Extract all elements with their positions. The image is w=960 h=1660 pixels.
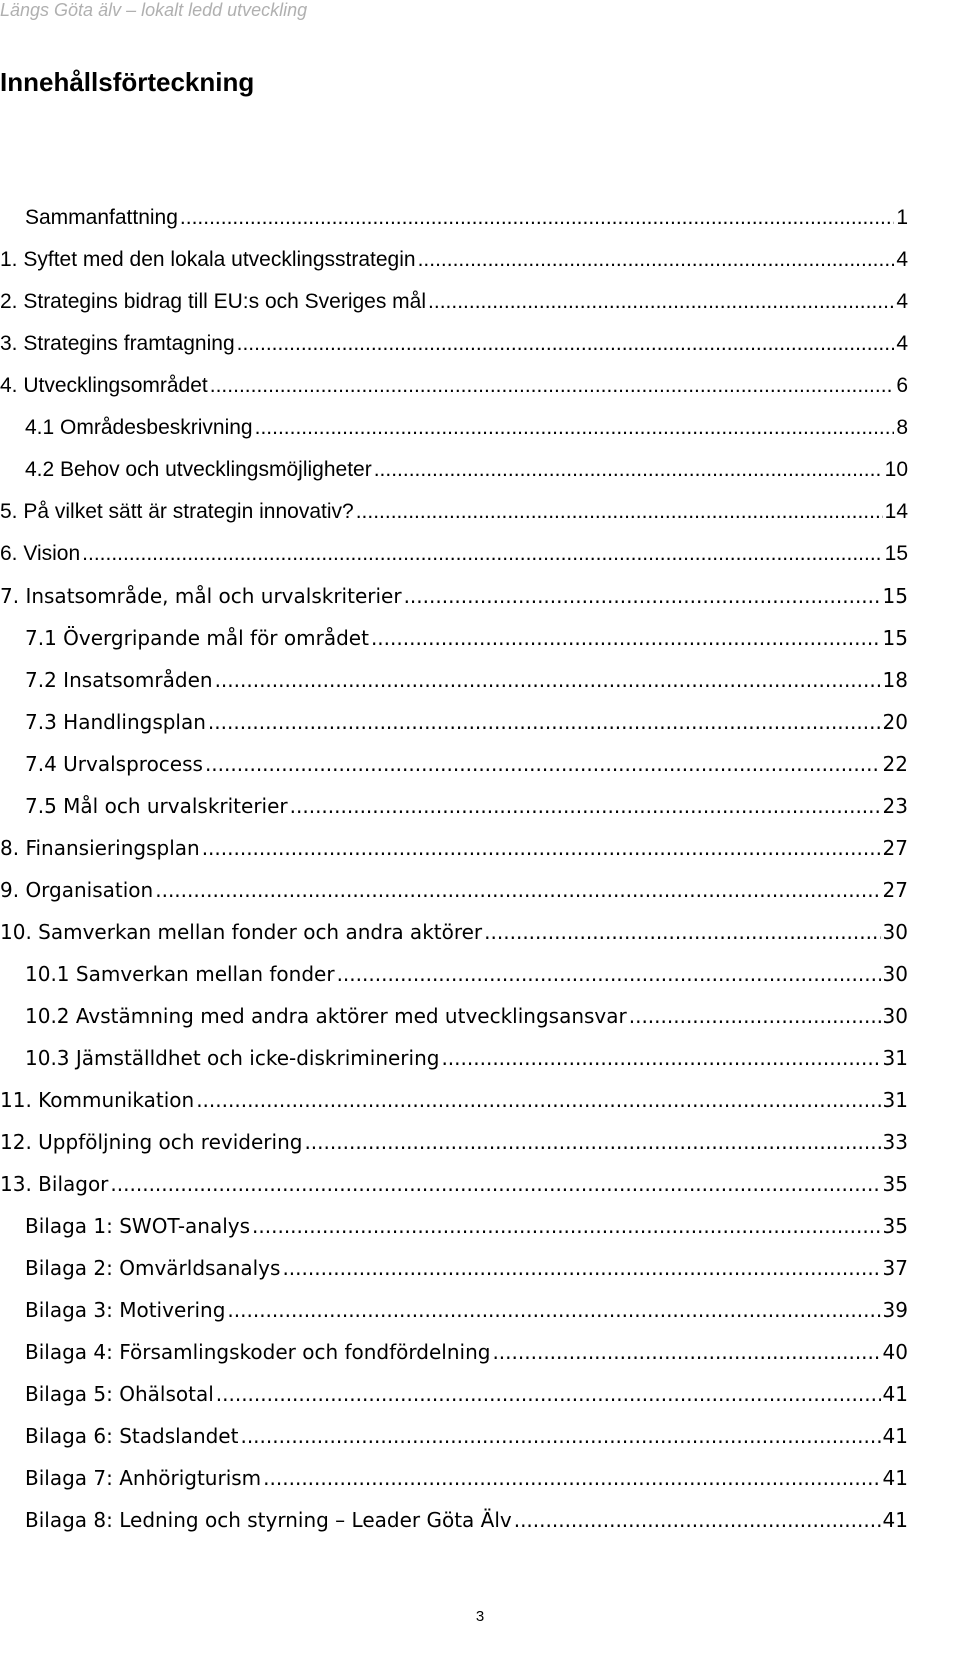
toc-dot-leader <box>227 1296 880 1324</box>
toc-dot-leader <box>371 624 881 652</box>
toc-entry-page: 20 <box>882 710 908 734</box>
toc-entry[interactable] <box>0 829 960 871</box>
toc-entry-page: 30 <box>882 920 908 944</box>
toc-entry-label: 12. Uppföljning och revidering <box>0 1130 303 1154</box>
toc-entry-label: Bilaga 8: Ledning och styrning – Leader Göta Älv <box>25 1508 512 1532</box>
toc-entry[interactable] <box>0 1207 960 1249</box>
toc-entry-page: 10 <box>884 458 908 481</box>
toc-entry[interactable] <box>0 745 960 787</box>
toc-dot-leader <box>240 1422 880 1450</box>
toc-entry[interactable] <box>0 1375 960 1417</box>
toc-entry-label: 4.2 Behov och utvecklingsmöjligheter <box>25 458 372 481</box>
toc-entry[interactable] <box>0 1501 960 1543</box>
toc-entry[interactable] <box>0 619 960 661</box>
toc-entry-page: 40 <box>882 1340 908 1364</box>
toc-dot-leader <box>356 498 883 526</box>
toc-dot-leader <box>282 1254 880 1282</box>
toc-entry-label: 5. På vilket sätt är strategin innovativ? <box>0 500 354 523</box>
toc-entry-page: 30 <box>882 962 908 986</box>
toc-entry[interactable] <box>0 367 960 409</box>
toc-entry-page: 6 <box>896 374 908 397</box>
toc-entry-label: 10.2 Avstämning med andra aktörer med utvecklingsansvar <box>25 1004 627 1028</box>
toc-dot-leader <box>252 1212 881 1240</box>
running-header: Längs Göta älv – lokalt ledd utveckling <box>0 0 308 20</box>
toc-dot-leader <box>290 792 881 820</box>
toc-dot-leader <box>210 372 895 400</box>
toc-dot-leader <box>180 204 894 232</box>
toc-entry[interactable] <box>0 577 960 619</box>
toc-entry-label: Bilaga 3: Motivering <box>25 1298 226 1322</box>
toc-entry-label: Bilaga 5: Ohälsotal <box>25 1382 214 1406</box>
toc-entry-page: 31 <box>882 1088 908 1112</box>
toc-entry-label: Bilaga 2: Omvärldsanalys <box>25 1256 281 1280</box>
toc-dot-leader <box>304 1128 880 1156</box>
toc-entry[interactable] <box>0 199 960 241</box>
toc-entry-page: 14 <box>884 500 908 523</box>
toc-entry[interactable] <box>0 1249 960 1291</box>
toc-entry-page: 18 <box>882 668 908 692</box>
toc-entry-label: 4.1 Områdesbeskrivning <box>25 416 253 439</box>
toc-dot-leader <box>404 582 881 610</box>
toc-entry-label: 13. Bilagor <box>0 1172 109 1196</box>
toc-entry[interactable] <box>0 1459 960 1501</box>
toc-dot-leader <box>492 1338 880 1366</box>
toc-entry-label: 10. Samverkan mellan fonder och andra aktörer <box>0 920 483 944</box>
toc-entry-label: 3. Strategins framtagning <box>0 332 235 355</box>
toc-entry-page: 4 <box>896 332 908 355</box>
toc-dot-leader <box>629 1002 881 1030</box>
toc-entry[interactable] <box>0 871 960 913</box>
toc-dot-leader <box>255 414 895 442</box>
toc-entry-page: 27 <box>882 836 908 860</box>
toc-entry[interactable] <box>0 955 960 997</box>
toc-entry[interactable] <box>0 493 960 535</box>
toc-dot-leader <box>196 1086 880 1114</box>
toc-entry-label: 4. Utvecklingsområdet <box>0 374 208 397</box>
toc-dot-leader <box>484 918 880 946</box>
toc-entry-label: 11. Kommunikation <box>0 1088 195 1112</box>
toc-entry-label: 7. Insatsområde, mål och urvalskriterier <box>0 584 402 608</box>
toc-entry[interactable] <box>0 1417 960 1459</box>
toc-entry-label: 7.3 Handlingsplan <box>25 710 206 734</box>
toc-entry-label: 9. Organisation <box>0 878 154 902</box>
toc-entry[interactable] <box>0 241 960 283</box>
toc-entry[interactable] <box>0 1081 960 1123</box>
toc-entry-page: 1 <box>896 206 908 229</box>
page-title: Innehållsförteckning <box>0 67 255 97</box>
toc-entry-page: 41 <box>882 1508 908 1532</box>
toc-entry-page: 33 <box>882 1130 908 1154</box>
toc-dot-leader <box>208 708 881 736</box>
toc-entry-label: Bilaga 1: SWOT-analys <box>25 1214 251 1238</box>
toc-dot-leader <box>202 834 881 862</box>
toc-entry[interactable] <box>0 661 960 703</box>
toc-dot-leader <box>216 1380 881 1408</box>
toc-entry-label: Sammanfattning <box>25 206 178 229</box>
toc-entry[interactable] <box>0 409 960 451</box>
toc-entry-page: 8 <box>896 416 908 439</box>
toc-entry-label: 10.1 Samverkan mellan fonder <box>25 962 335 986</box>
toc-entry-label: 7.5 Mål och urvalskriterier <box>25 794 288 818</box>
toc-entry[interactable] <box>0 997 960 1039</box>
toc-dot-leader <box>428 288 894 316</box>
toc-dot-leader <box>418 246 895 274</box>
toc-entry-label: 2. Strategins bidrag till EU:s och Sveriges mål <box>0 290 427 313</box>
toc-entry-page: 27 <box>882 878 908 902</box>
toc-entry-label: 1. Syftet med den lokala utvecklingsstrategin <box>0 248 416 271</box>
toc-entry-page: 30 <box>882 1004 908 1028</box>
toc-entry-page: 31 <box>882 1046 908 1070</box>
toc-entry-page: 41 <box>882 1466 908 1490</box>
toc-entry-label: 7.4 Urvalsprocess <box>25 752 203 776</box>
toc-entry-label: 7.1 Övergripande mål för området <box>25 626 369 650</box>
toc-entry[interactable] <box>0 1291 960 1333</box>
toc-entry[interactable] <box>0 913 960 955</box>
toc-dot-leader <box>337 960 881 988</box>
toc-dot-leader <box>374 456 883 484</box>
toc-entry-page: 37 <box>882 1256 908 1280</box>
toc-entry-page: 41 <box>882 1382 908 1406</box>
toc-dot-leader <box>237 330 895 358</box>
toc-dot-leader <box>155 876 880 904</box>
toc-dot-leader <box>205 750 881 778</box>
toc-entry-page: 41 <box>882 1424 908 1448</box>
toc-entry-page: 4 <box>896 248 908 271</box>
toc-entry-label: 7.2 Insatsområden <box>25 668 213 692</box>
toc-entry-page: 4 <box>896 290 908 313</box>
toc-entry-page: 15 <box>882 626 908 650</box>
toc-entry[interactable] <box>0 1333 960 1375</box>
toc-entry[interactable] <box>0 283 960 325</box>
toc-entry-label: Bilaga 7: Anhörigturism <box>25 1466 262 1490</box>
toc-entry[interactable] <box>0 535 960 577</box>
toc-entry[interactable] <box>0 787 960 829</box>
toc-entry-label: Bilaga 6: Stadslandet <box>25 1424 239 1448</box>
toc-entry[interactable] <box>0 1039 960 1081</box>
toc-entry-page: 35 <box>882 1214 908 1238</box>
toc-entry-page: 23 <box>882 794 908 818</box>
toc-entry-page: 22 <box>882 752 908 776</box>
toc-entry[interactable] <box>0 1123 960 1165</box>
table-of-contents <box>0 199 960 1543</box>
page-number: 3 <box>475 1608 485 1625</box>
toc-entry-page: 15 <box>882 584 908 608</box>
toc-dot-leader <box>441 1044 880 1072</box>
toc-dot-leader <box>110 1170 880 1198</box>
toc-entry-label: Bilaga 4: Församlingskoder och fondfördelning <box>25 1340 491 1364</box>
toc-entry-page: 35 <box>882 1172 908 1196</box>
toc-entry[interactable] <box>0 325 960 367</box>
toc-entry[interactable] <box>0 1165 960 1207</box>
toc-dot-leader <box>82 540 882 568</box>
toc-entry-page: 15 <box>884 542 908 565</box>
toc-dot-leader <box>215 666 881 694</box>
toc-entry-label: 8. Finansieringsplan <box>0 836 200 860</box>
toc-entry[interactable] <box>0 451 960 493</box>
toc-dot-leader <box>514 1506 881 1534</box>
toc-entry-page: 39 <box>882 1298 908 1322</box>
toc-dot-leader <box>263 1464 880 1492</box>
toc-entry-label: 6. Vision <box>0 542 81 565</box>
toc-entry-label: 10.3 Jämställdhet och icke-diskriminering <box>25 1046 440 1070</box>
toc-entry[interactable] <box>0 703 960 745</box>
